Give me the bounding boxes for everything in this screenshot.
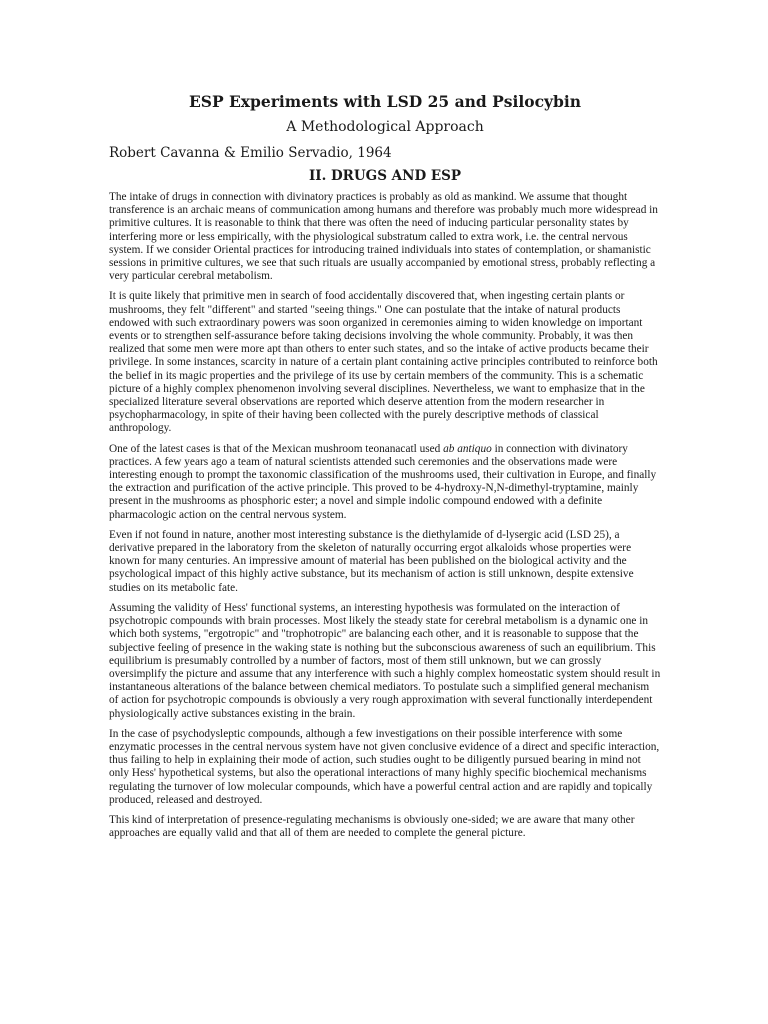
paragraph-3 <box>109 443 661 522</box>
section-heading: II. DRUGS AND ESP <box>308 168 462 184</box>
document-page <box>109 92 661 847</box>
paragraph-6: In the case of psychodysleptic compounds, although a few investigations on their possible interference with some enzymatic processes in the central nervous system have not given conclusive evidence of a direct and specific interaction, thus failing to help in explaining their mode of action, such studies ought to be diligently pursued bearing in mind not only Hess' hypothetical systems, but also the operational interactions of many highly specific biochemical mechanisms regulating the turnover of low molecular compounds, which have a powerful central action and are rapidly and topically produced, released and destroyed. <box>109 727 660 806</box>
paragraph-1: The intake of drugs in connection with divinatory practices is probably as old as mankind. We assume that thought transference is an archaic means of communication among humans and therefore was probably much more widespread in primitive cultures. It is reasonable to think that there was often the need of inducing particular personality states by interfering more or less empirically, with the physiological substratum called to extra work, i.e. the central nervous system. If we consider Oriental practices for introducing trained individuals into states of contemplation, or shamanistic sessions in primitive cultures, we see that such rituals are usually accompanied by emotional stress, probably reflecting a very particular cerebral metabolism. <box>109 191 658 283</box>
paragraph-2: It is quite likely that primitive men in search of food accidentally discovered that, when ingesting certain plants or mushrooms, they felt "different" and started "seeing things." One can postulate that the intake of natural products endowed with such extraordinary powers was soon organized in ceremonies aiming to widen knowledge on important events or to strengthen self-assurance before taking decisions involving the whole community. Probably, it was then realized that some men were more apt than others to enter such states, and so the intake of active products became their privilege. In some instances, scarcity in nature of a certain plant containing active principles contributed to reinforce both the belief in its magic properties and the privilege of its use by certain members of the community. This is a schematic picture of a highly complex phenomenon involving several disciplines. Nevertheless, we want to emphasize that in the specialized literature several observations are reported which deserve attention from the modern researcher in psychopharmacology, in spite of their having been collected with the purely descriptive methods of classical anthropology. <box>109 290 658 435</box>
paragraph-5: Assuming the validity of Hess' functional systems, an interesting hypothesis was formulated on the interaction of psychotropic compounds with brain processes. Most likely the steady state for cerebral metabolism is a dynamic one in which both systems, "ergotropic" and "trophotropic" are balancing each other, and it is reasonable to suppose that the subjective feeling of presence in the waking state is nothing but the subconscious awareness of such an equilibrium. This equilibrium is presumably controlled by a number of factors, most of them still unknown, but we can grossly oversimplify the picture and assume that any interference with such a highly complex homeostatic system should result in instantaneous alterations of the balance between chemical mediators. To postulate such a simplified general mechanism of action for psychotropic compounds is obviously a very rough approximation with several functionally interdependent physiologically active substances existing in the brain. <box>109 601 661 720</box>
document-title: ESP Experiments with LSD 25 and Psilocybin <box>188 92 582 111</box>
paragraph-3-text-after: in connection with divinatory practices. A few years ago a team of natural scientists attended such ceremonies and the observations made were interesting enough to prompt the taxonomic classification of the mushrooms used, their cultivation in Europe, and finally the extraction and purification of the active principle. This proved to be 4-hydroxy-N,N-dimethyl-tryptamine, mainly present in the mushrooms as phosphoric ester; a novel and simple indolic compound endowed with a definite pharmacologic action on the central nervous system. <box>109 442 657 521</box>
paragraph-7: This kind of interpretation of presence-regulating mechanisms is obviously one-sided; we are aware that many other approaches are equally valid and that all of them are needed to complete the general picture. <box>109 813 635 840</box>
paragraph-4: Even if not found in nature, another most interesting substance is the diethylamide of d-lysergic acid (LSD 25), a derivative prepared in the laboratory from the skeleton of naturally occurring ergot alkaloids whose properties were known for many centuries. An impressive amount of material has been published on the biological activity and the psychological impact of this highly active substance, but its mechanism of action is still unknown, despite extensive studies on its metabolic fate. <box>109 528 634 594</box>
paragraph-3-text-before: One of the latest cases is that of the Mexican mushroom teonanacatl used <box>109 442 444 455</box>
author-byline: Robert Cavanna & Emilio Servadio, 1964 <box>109 145 392 161</box>
paragraph-3-italic-phrase: ab antiquo <box>443 442 492 455</box>
document-subtitle: A Methodological Approach <box>286 119 484 135</box>
